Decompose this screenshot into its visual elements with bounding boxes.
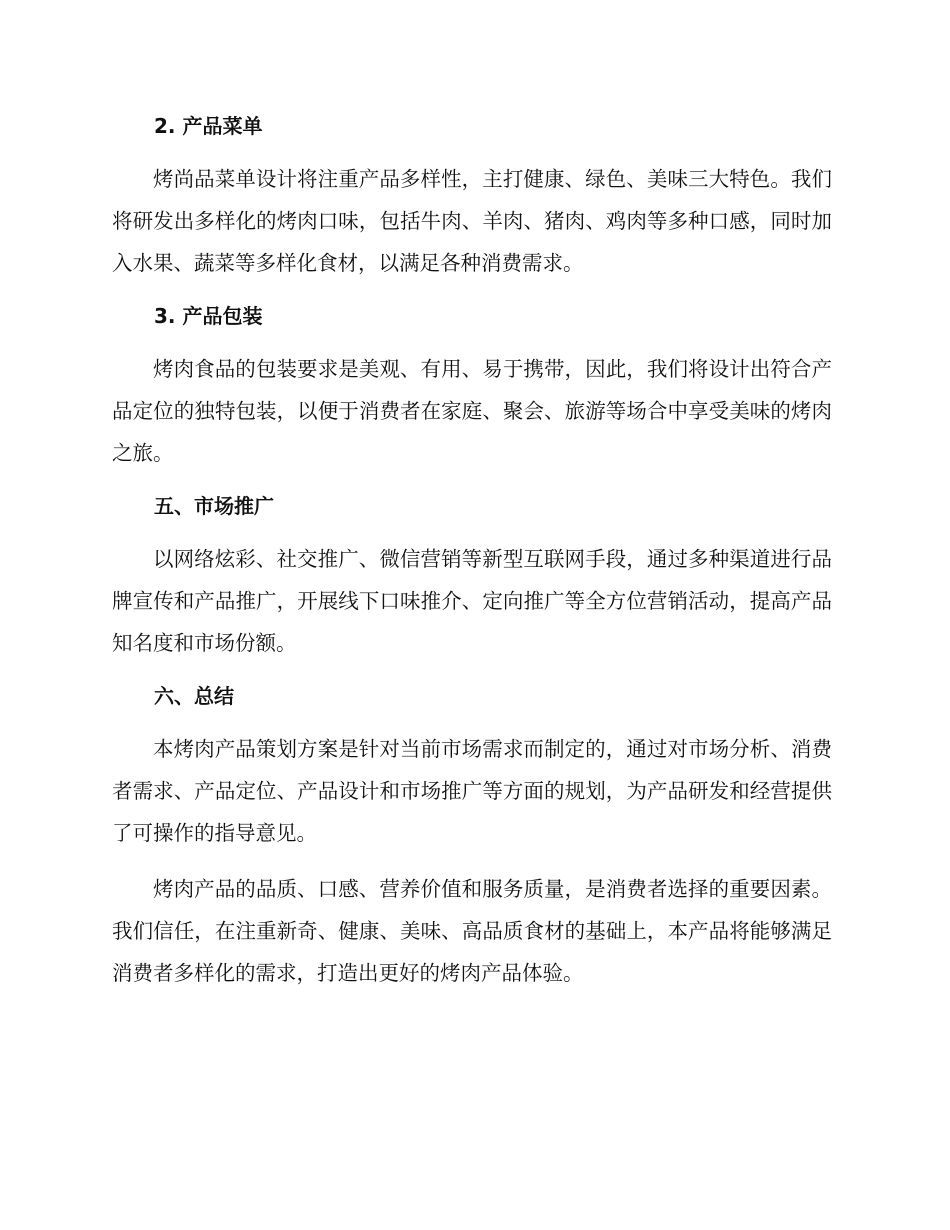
section-heading-product-menu: 2. 产品菜单: [154, 114, 263, 138]
paragraph-marketing: 以网络炫彩、社交推广、微信营销等新型互联网手段，通过多种渠道进行品牌宣传和产品推广，开展线下口味推介、定向推广等全方位营销活动，提高产品知名度和市场份额。: [112, 547, 832, 655]
section-heading-product-packaging: 3. 产品包装: [154, 304, 263, 328]
paragraph-summary-1: 本烤肉产品策划方案是针对当前市场需求而制定的，通过对市场分析、消费者需求、产品定位、产品设计和市场推广等方面的规划，为产品研发和经营提供了可操作的指导意见。: [112, 737, 832, 845]
paragraph-summary-2: 烤肉产品的品质、口感、营养价值和服务质量，是消费者选择的重要因素。我们信任，在注重新奇、健康、美味、高品质食材的基础上，本产品将能够满足消费者多样化的需求，打造出更好的烤肉产品体验。: [112, 877, 832, 985]
section-heading-summary: 六、总结: [154, 684, 234, 708]
document-page: [112, 108, 832, 994]
section-heading-marketing: 五、市场推广: [154, 494, 274, 518]
paragraph-product-menu: 烤尚品菜单设计将注重产品多样性，主打健康、绿色、美味三大特色。我们将研发出多样化的烤肉口味，包括牛肉、羊肉、猪肉、鸡肉等多种口感，同时加入水果、蔬菜等多样化食材，以满足各种消费需求。: [112, 167, 832, 275]
paragraph-product-packaging: 烤肉食品的包装要求是美观、有用、易于携带，因此，我们将设计出符合产品定位的独特包装，以便于消费者在家庭、聚会、旅游等场合中享受美味的烤肉之旅。: [112, 357, 832, 465]
